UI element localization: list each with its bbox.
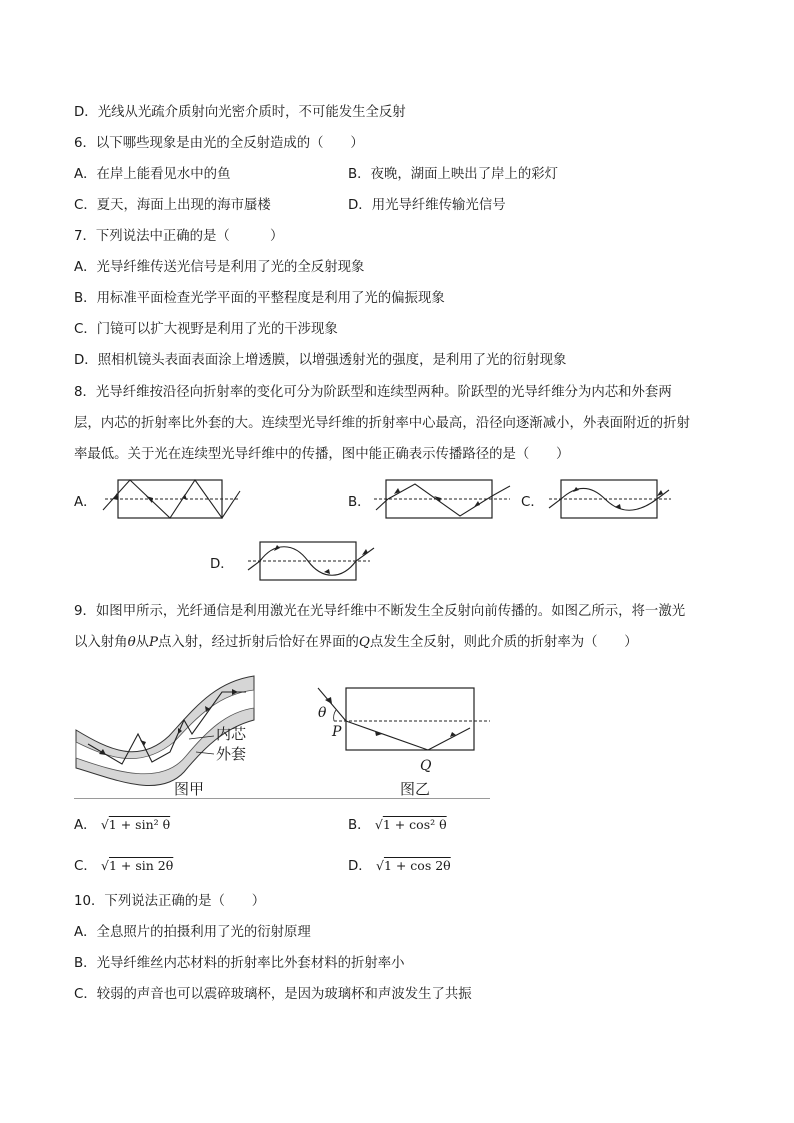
q7-option-a: A．光导纤维传送光信号是利用了光的全反射现象 <box>74 260 365 275</box>
q7-option-c: C．门镜可以扩大视野是利用了光的干涉现象 <box>74 322 338 337</box>
fig-point-q-label: Q <box>420 758 432 774</box>
q9-option-b-expr: 1 + cos² θ <box>382 817 447 832</box>
q9-line2-mid2: 点入射，经过折射后恰好在界面的 <box>158 635 359 650</box>
q10-option-c: C．较弱的声音也可以震碎玻璃杯，是因为玻璃杯和声波发生了共振 <box>74 987 472 1002</box>
q6-option-a: A．在岸上能看见水中的鱼 <box>74 167 231 182</box>
label-neixin: 内芯 <box>216 725 247 743</box>
q9-line2-pre: 以入射角 <box>74 635 128 650</box>
q9-line2-post: 点发生全反射，则此介质的折射率为（ ） <box>369 635 638 650</box>
q8-figure-c <box>545 474 675 526</box>
fig-point-p-label: P <box>332 724 342 740</box>
q10-option-a: A．全息照片的拍摄利用了光的衍射原理 <box>74 925 311 940</box>
q8-figure-a <box>95 474 245 526</box>
theta-symbol: θ <box>127 635 136 650</box>
q9-option-c-expr: 1 + sin 2θ <box>108 858 174 873</box>
sqrt-icon: √ <box>101 858 109 873</box>
q8-label-d: D． <box>210 557 234 572</box>
sqrt-icon: √ <box>374 817 383 832</box>
q9-option-b <box>348 816 447 835</box>
q8-stem-line2: 层，内芯的折射率比外套的大。连续型光导纤维的折射率中心最高，沿径向逐渐减小，外表面附近的折射 <box>74 416 690 431</box>
sqrt-icon: √ <box>100 817 109 832</box>
q9-stem-line2 <box>74 634 638 652</box>
q7-stem: 7．下列说法中正确的是（ ） <box>74 229 284 244</box>
q9-option-a-expr: 1 + sin² θ <box>108 817 171 832</box>
q7-option-d: D．照相机镜头表面表面涂上增透膜，以增强透射光的强度，是利用了光的衍射现象 <box>74 353 567 368</box>
q8-stem-line1: 8．光导纤维按沿径向折射率的变化可分为阶跃型和连续型两种。阶跃型的光导纤维分为内芯和外套两 <box>74 385 672 400</box>
label-fig-jia: 图甲 <box>174 780 205 798</box>
q9-option-b-label: B． <box>348 818 371 833</box>
q9-option-d-label: D． <box>348 859 372 874</box>
q8-label-c: C． <box>521 495 544 510</box>
q8-label-b: B． <box>348 495 371 510</box>
q9-stem-line1: 9．如图甲所示，光纤通信是利用激光在光导纤维中不断发生全反射向前传播的。如图乙所示，将一激光 <box>74 604 686 619</box>
point-q-symbol: Q <box>358 635 370 650</box>
sqrt-icon: √ <box>375 858 384 873</box>
q6-option-d: D．用光导纤维传输光信号 <box>348 198 506 213</box>
q8-figure-b <box>370 474 520 526</box>
q6-option-b: B．夜晚，湖面上映出了岸上的彩灯 <box>348 167 559 182</box>
q10-stem: 10．下列说法正确的是（ ） <box>74 894 266 909</box>
q9-option-c-label: C． <box>74 859 97 874</box>
point-p-symbol: P <box>149 635 159 650</box>
q9-option-d-expr: 1 + cos 2θ <box>383 858 451 873</box>
q5-option-d: D．光线从光疏介质射向光密介质时，不可能发生全反射 <box>74 105 406 120</box>
q7-option-b: B．用标准平面检查光学平面的平整程度是利用了光的偏振现象 <box>74 291 445 306</box>
q6-stem: 6．以下哪些现象是由光的全反射造成的（ ） <box>74 136 364 151</box>
q8-stem-line3: 率最低。关于光在连续型光导纤维中的传播，图中能正确表示传播路径的是（ ） <box>74 447 570 462</box>
q9-option-a-label: A． <box>74 818 97 833</box>
q10-option-b: B．光导纤维丝内芯材料的折射率比外套材料的折射率小 <box>74 956 405 971</box>
label-waitao: 外套 <box>216 745 247 763</box>
figure-divider <box>74 798 490 799</box>
q9-option-d <box>348 857 451 876</box>
q8-figure-d <box>234 536 384 588</box>
q9-option-c <box>74 857 173 876</box>
q8-label-a: A． <box>74 495 97 510</box>
q6-option-c: C．夏天，海面上出现的海市蜃楼 <box>74 198 271 213</box>
label-fig-yi: 图乙 <box>400 780 431 798</box>
q9-option-a <box>74 816 170 835</box>
q9-line2-mid: 从 <box>135 635 150 650</box>
fig-theta-label: θ <box>318 705 327 721</box>
